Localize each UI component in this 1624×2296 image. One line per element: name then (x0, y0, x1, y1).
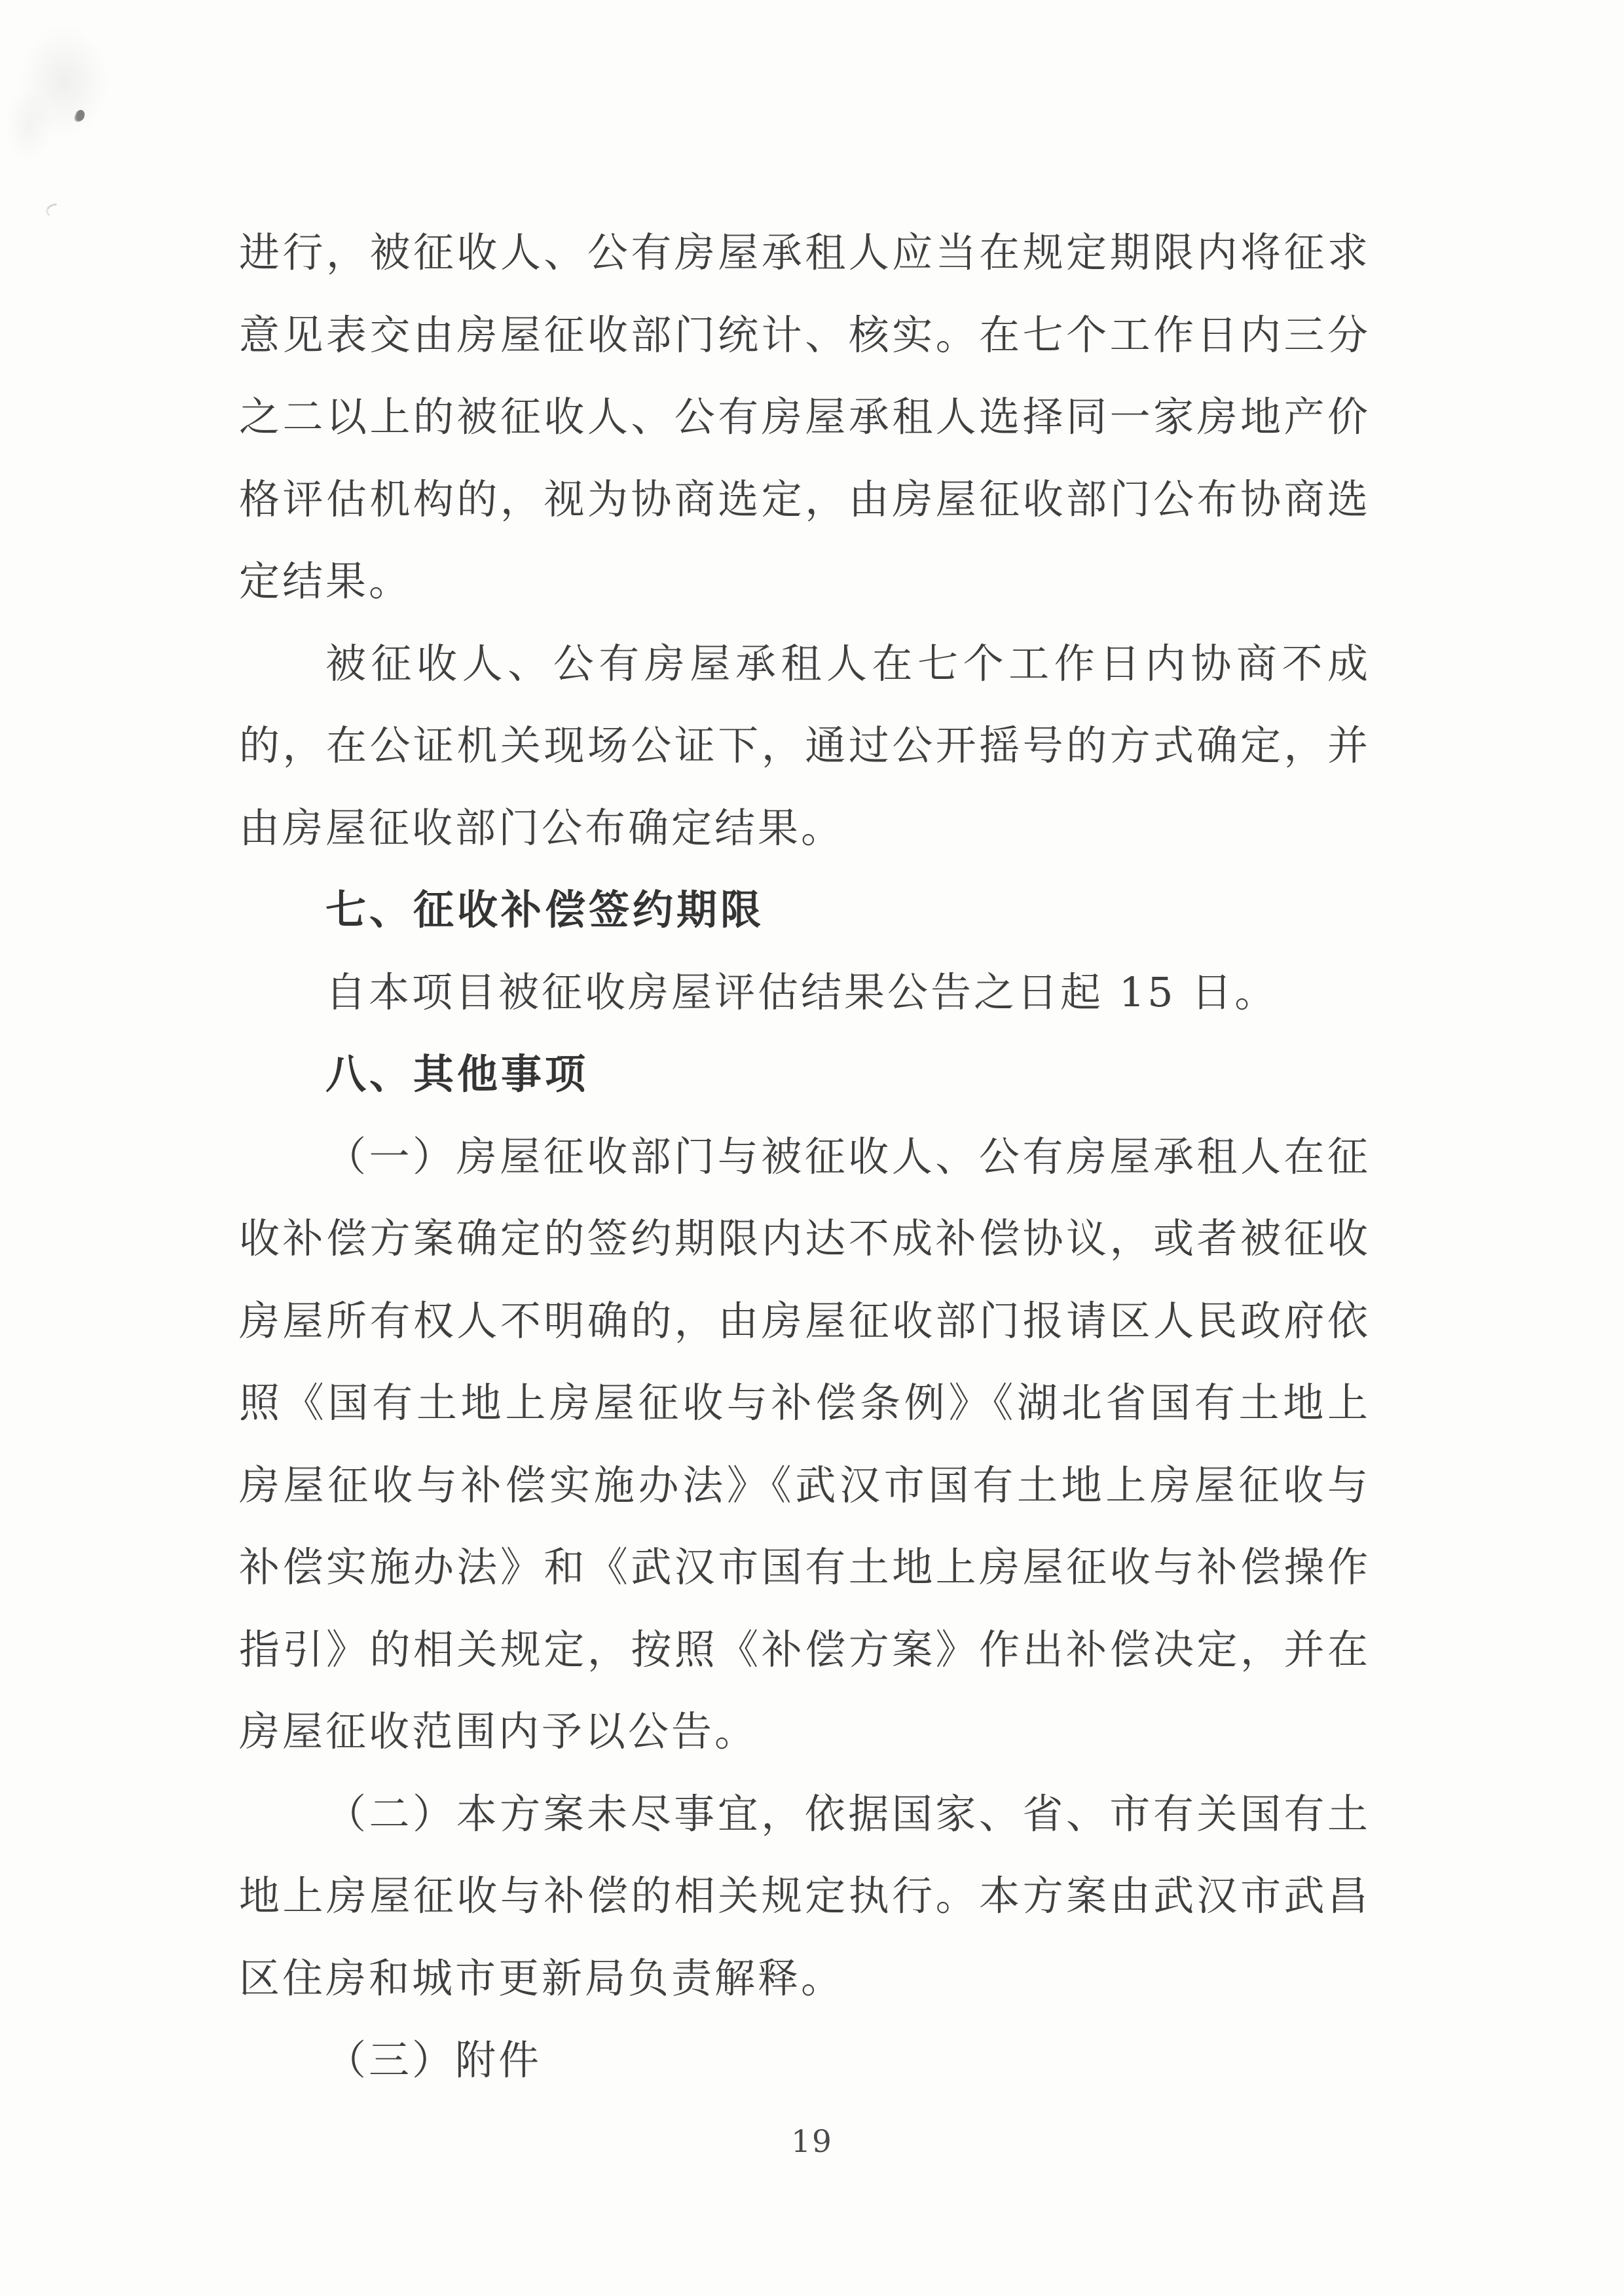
text-line: 格评估机构的，视为协商选定，由房屋征收部门公布协商选 (239, 475, 1370, 523)
section-heading-8: 八、其他事项 (325, 1050, 589, 1098)
ink-mark (45, 202, 62, 218)
scan-smudge (0, 79, 59, 170)
text-line: 定结果。 (239, 557, 413, 605)
text-line: 房屋征收与补偿实施办法》《武汉市国有土地上房屋征收与 (239, 1461, 1370, 1509)
page-number: 19 (791, 2124, 833, 2160)
text-line: 被征收人、公有房屋承租人在七个工作日内协商不成 (325, 639, 1370, 687)
text-line: 补偿实施办法》和《武汉市国有土地上房屋征收与补偿操作 (239, 1543, 1370, 1591)
text-line: （一）房屋征收部门与被征收人、公有房屋承租人在征 (325, 1132, 1370, 1180)
text-line: 之二以上的被征收人、公有房屋承租人选择同一家房地产价 (239, 393, 1370, 441)
text-line: 进行，被征收人、公有房屋承租人应当在规定期限内将征求 (239, 228, 1370, 276)
text-block (239, 211, 1370, 2102)
text-line: （三）附件 (325, 2036, 542, 2084)
text-line: （二）本方案未尽事宜，依据国家、省、市有关国有土 (325, 1789, 1370, 1838)
text-line: 自本项目被征收房屋评估结果公告之日起 15 日。 (325, 968, 1278, 1016)
text-line: 的，在公证机关现场公证下，通过公开摇号的方式确定，并 (239, 721, 1370, 769)
text-line: 地上房屋征收与补偿的相关规定执行。本方案由武汉市武昌 (239, 1872, 1370, 1920)
text-line: 由房屋征收部门公布确定结果。 (239, 803, 845, 852)
text-line: 照《国有土地上房屋征收与补偿条例》《湖北省国有土地上 (239, 1379, 1370, 1427)
text-line: 房屋征收范围内予以公告。 (239, 1707, 758, 1755)
section-heading-7: 七、征收补偿签约期限 (325, 886, 765, 934)
text-line: 意见表交由房屋征收部门统计、核实。在七个工作日内三分 (239, 310, 1370, 359)
text-line: 收补偿方案确定的签约期限内达不成补偿协议，或者被征收 (239, 1214, 1370, 1262)
text-line: 指引》的相关规定，按照《补偿方案》作出补偿决定，并在 (239, 1625, 1370, 1673)
text-line: 房屋所有权人不明确的，由房屋征收部门报请区人民政府依 (239, 1296, 1370, 1345)
text-line: 区住房和城市更新局负责解释。 (239, 1954, 845, 2002)
